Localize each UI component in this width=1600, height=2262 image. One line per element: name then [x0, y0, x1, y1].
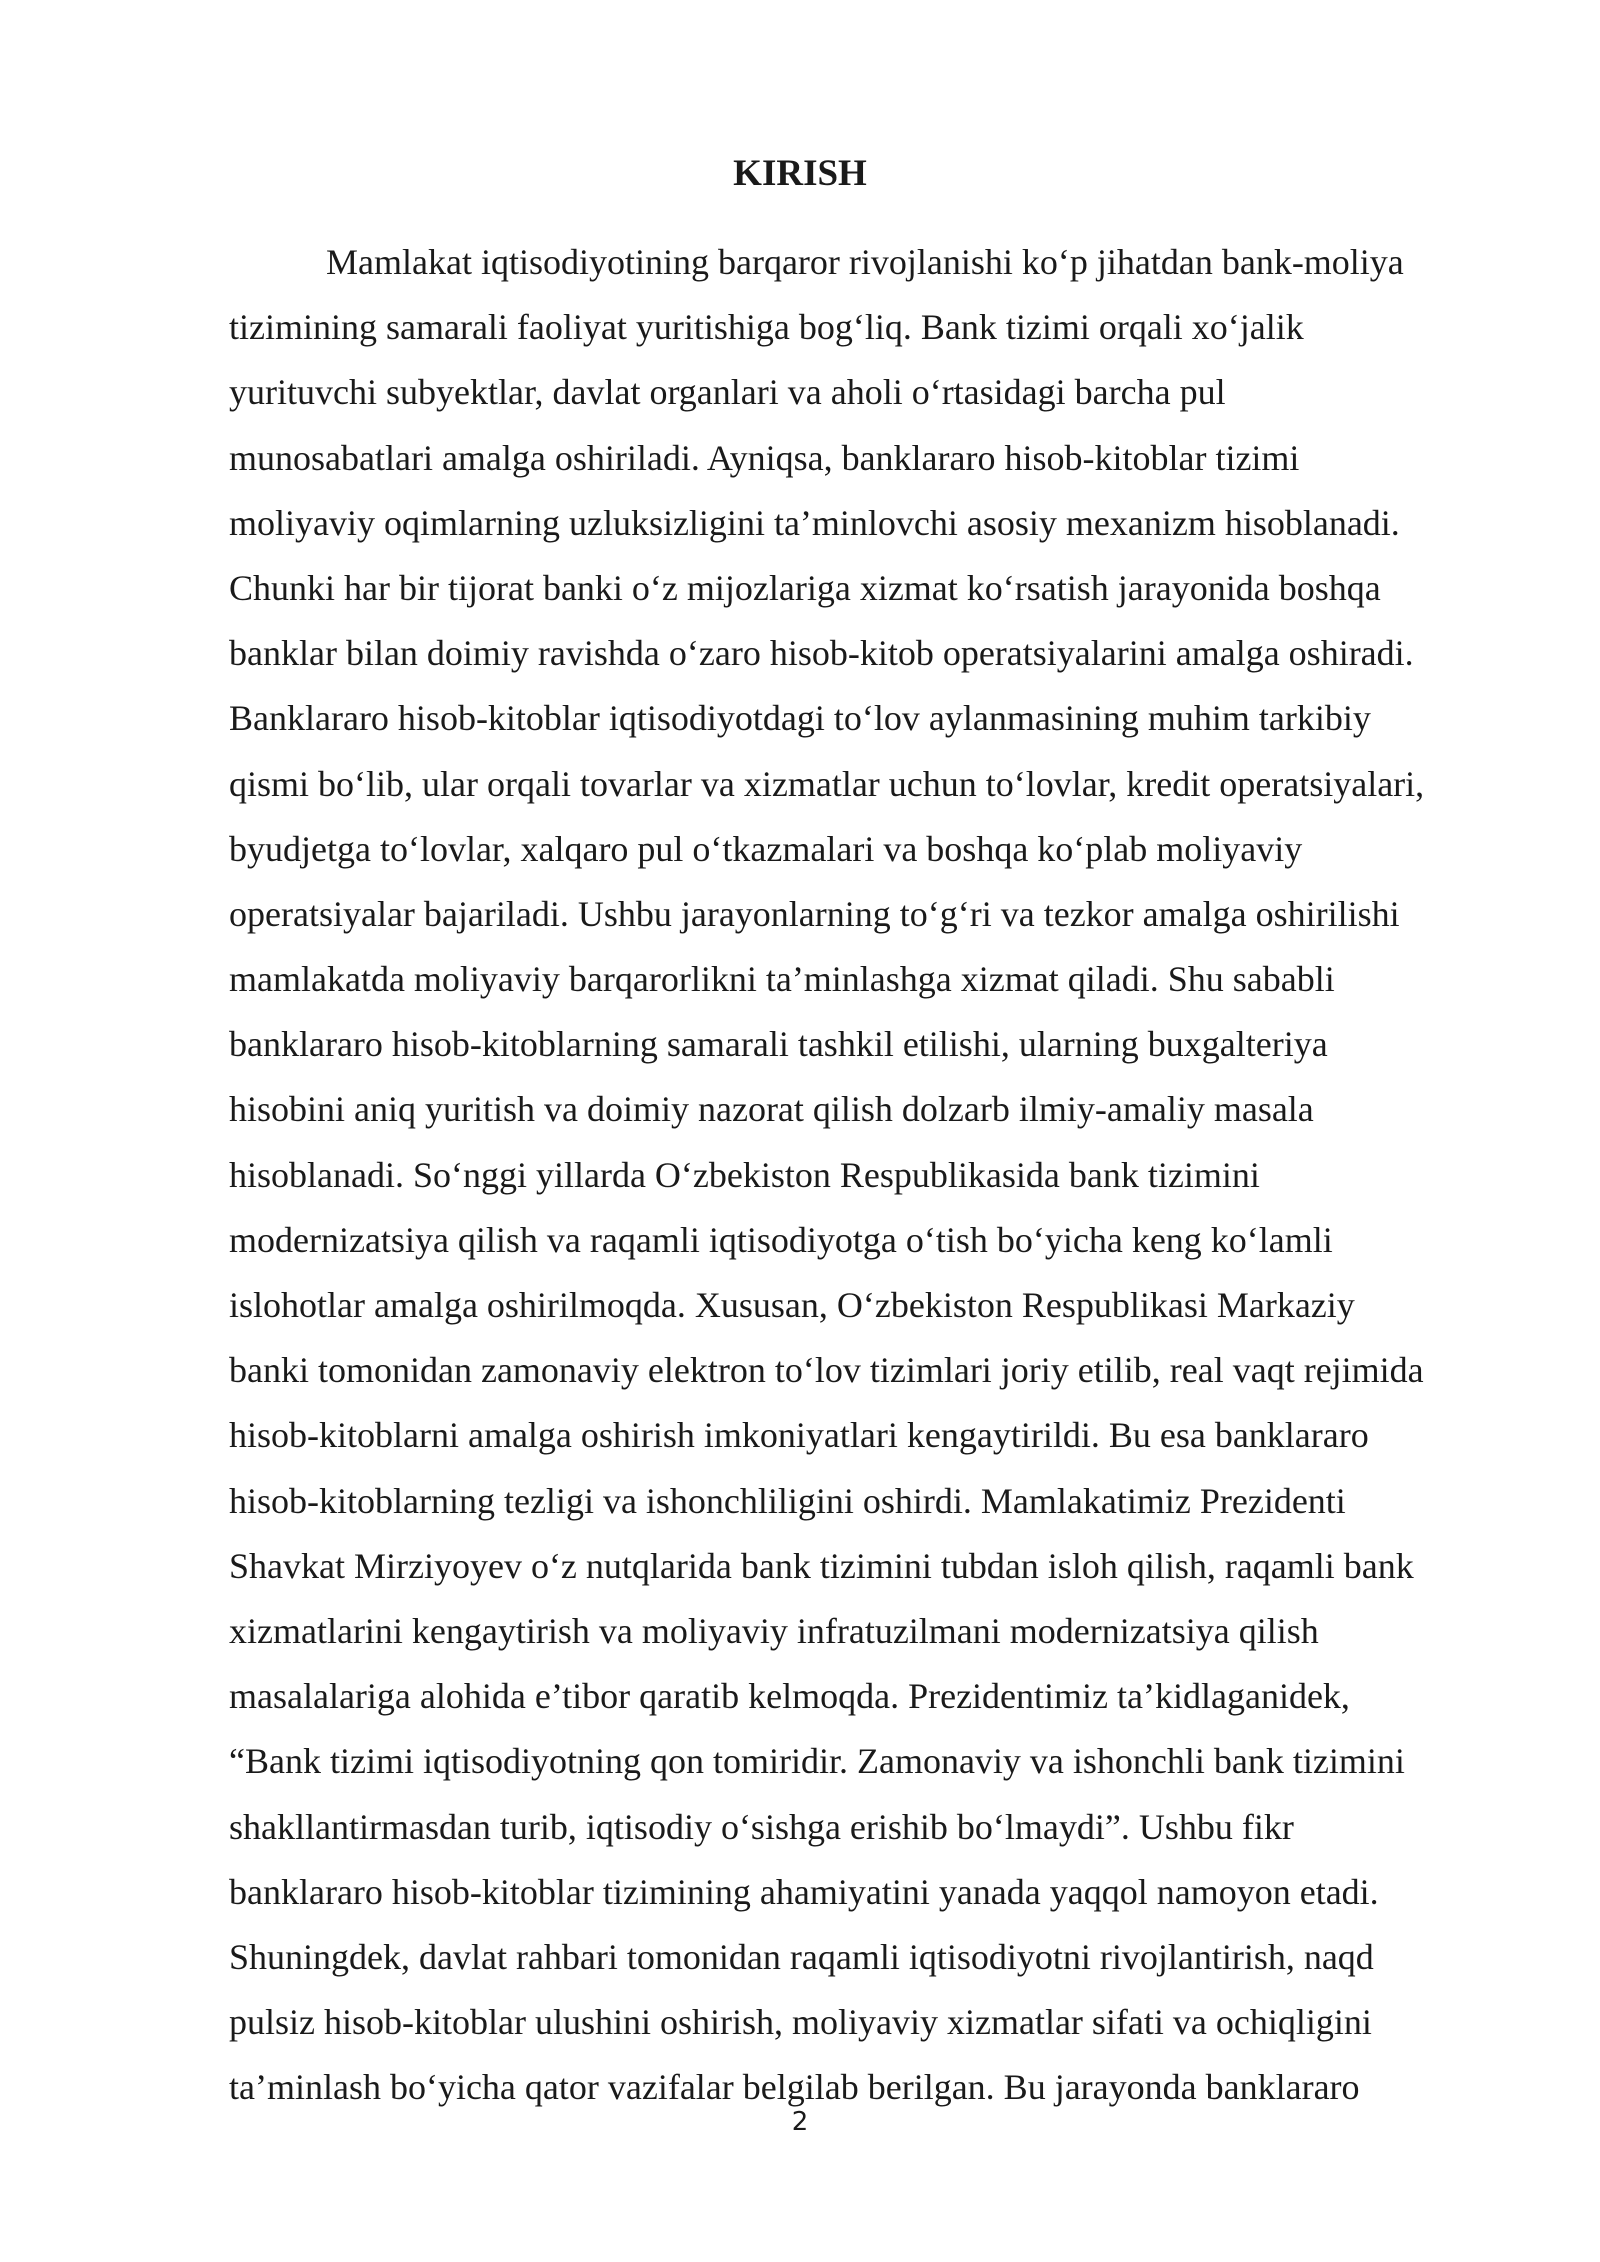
text-line: hisob-kitoblarni amalga oshirish imkoniyatlari kengaytirildi. Bu esa banklararo — [229, 1415, 1369, 1456]
body-paragraph — [229, 230, 1489, 2120]
text-line: tizimining samarali faoliyat yuritishiga bog‘liq. Bank tizimi orqali xo‘jalik — [229, 307, 1304, 348]
text-line: Banklararo hisob-kitoblar iqtisodiyotdagi to‘lov aylanmasining muhim tarkibiy — [229, 698, 1371, 739]
text-line: munosabatlari amalga oshiriladi. Ayniqsa, banklararo hisob-kitoblar tizimi — [229, 437, 1300, 478]
text-line: shakllantirmasdan turib, iqtisodiy o‘sishga erishib bo‘lmaydi”. Ushbu fikr — [229, 1806, 1294, 1847]
text-line: moliyaviy oqimlarning uzluksizligini ta’minlovchi asosiy mexanizm hisoblanadi. — [229, 502, 1400, 543]
text-line: banklar bilan doimiy ravishda o‘zaro hisob-kitob operatsiyalarini amalga oshiradi. — [229, 633, 1414, 674]
text-line: byudjetga to‘lovlar, xalqaro pul o‘tkazmalari va boshqa ko‘plab moliyaviy — [229, 828, 1303, 869]
text-line: operatsiyalar bajariladi. Ushbu jarayonlarning to‘g‘ri va tezkor amalga oshirilishi — [229, 893, 1400, 934]
text-line: Shuningdek, davlat rahbari tomonidan raqamli iqtisodiyotni rivojlantirish, naqd — [229, 1936, 1374, 1977]
text-line: yurituvchi subyektlar, davlat organlari va aholi o‘rtasidagi barcha pul — [229, 372, 1226, 413]
text-line: hisoblanadi. So‘nggi yillarda O‘zbekiston Respublikasida bank tizimini — [229, 1154, 1260, 1195]
text-line: hisob-kitoblarning tezligi va ishonchliligini oshirdi. Mamlakatimiz Prezidenti — [229, 1480, 1346, 1521]
text-line: Shavkat Mirziyoyev o‘z nutqlarida bank tizimini tubdan isloh qilish, raqamli bank — [229, 1545, 1414, 1586]
text-line: banklararo hisob-kitoblarning samarali tashkil etilishi, ularning buxgalteriya — [229, 1024, 1328, 1065]
text-line: modernizatsiya qilish va raqamli iqtisodiyotga o‘tish bo‘yicha keng ko‘lamli — [229, 1219, 1333, 1260]
text-line: “Bank tizimi iqtisodiyotning qon tomiridir. Zamonaviy va ishonchli bank tizimini — [229, 1741, 1405, 1782]
text-line: banki tomonidan zamonaviy elektron to‘lov tizimlari joriy etilib, real vaqt rejimida — [229, 1350, 1424, 1391]
text-line: islohotlar amalga oshirilmoqda. Xususan, O‘zbekiston Respublikasi Markaziy — [229, 1285, 1355, 1325]
text-line: hisobini aniq yuritish va doimiy nazorat qilish dolzarb ilmiy-amaliy masala — [229, 1089, 1314, 1130]
text-line: banklararo hisob-kitoblar tizimining ahamiyatini yanada yaqqol namoyon etadi. — [229, 1871, 1379, 1912]
text-line: Mamlakat iqtisodiyotining barqaror rivojlanishi ko‘p jihatdan bank-moliya — [326, 242, 1404, 282]
page-number: 2 — [791, 2107, 809, 2137]
text-line: qismi bo‘lib, ular orqali tovarlar va xizmatlar uchun to‘lovlar, kredit operatsiyalari, — [229, 763, 1425, 804]
text-line: ta’minlash bo‘yicha qator vazifalar belgilab berilgan. Bu jarayonda banklararo — [229, 2067, 1360, 2108]
text-line: masalalariga alohida e’tibor qaratib kelmoqda. Prezidentimiz ta’kidlaganidek, — [229, 1676, 1350, 1717]
text-line: Chunki har bir tijorat banki o‘z mijozlariga xizmat ko‘rsatish jarayonida boshqa — [229, 567, 1381, 608]
text-line: mamlakatda moliyaviy barqarorlikni ta’minlashga xizmat qiladi. Shu sababli — [229, 959, 1335, 1000]
section-heading: KIRISH — [733, 153, 867, 194]
text-line: xizmatlarini kengaytirish va moliyaviy infratuzilmani modernizatsiya qilish — [229, 1610, 1319, 1651]
text-line: pulsiz hisob-kitoblar ulushini oshirish, moliyaviy xizmatlar sifati va ochiqligini — [229, 2002, 1372, 2043]
